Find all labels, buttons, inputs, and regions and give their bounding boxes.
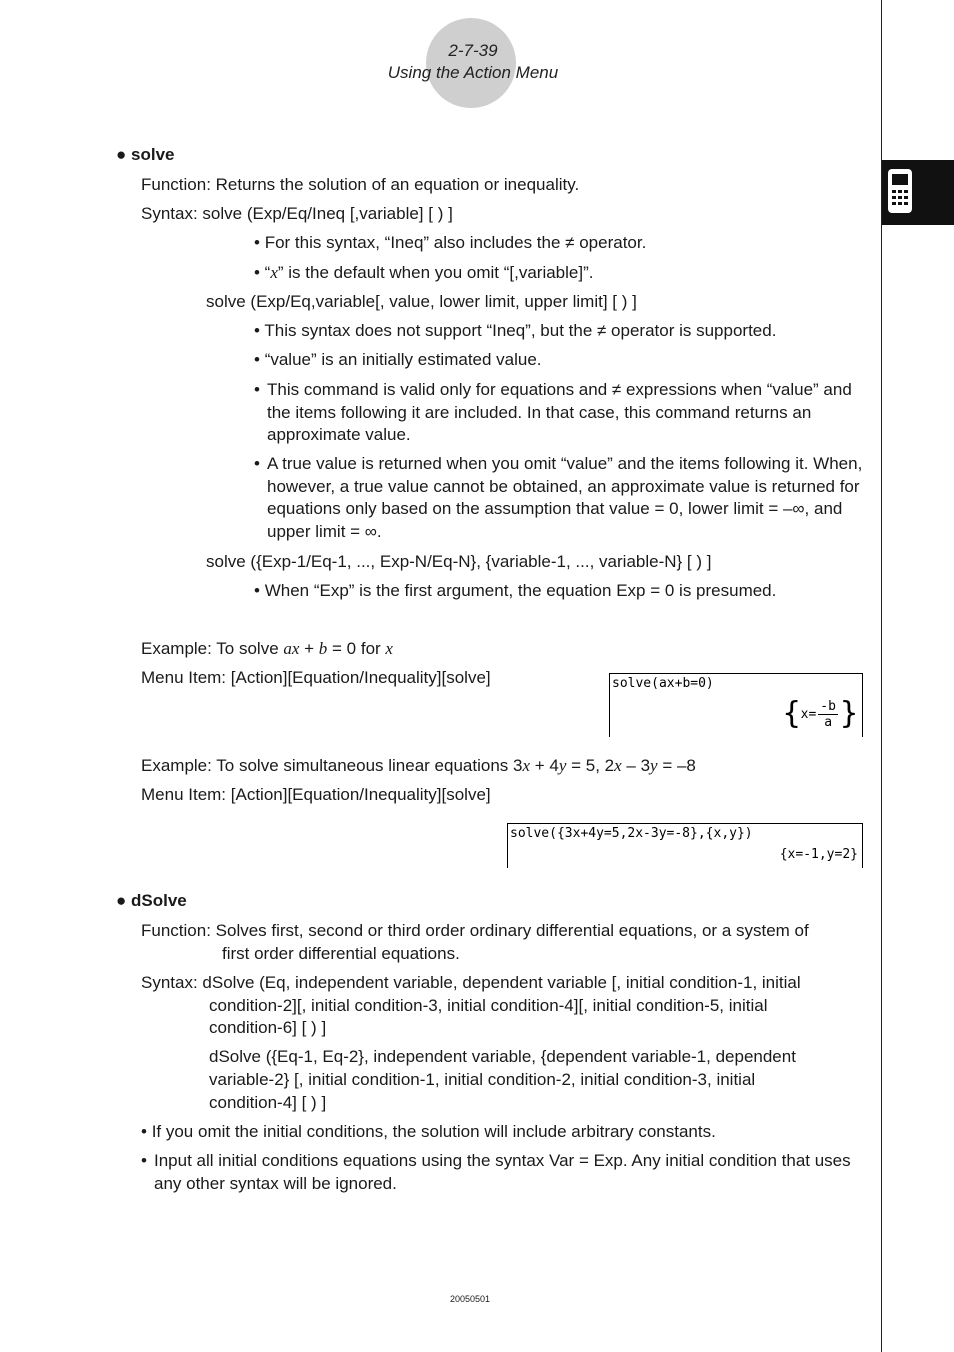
dsolve-note-1: • If you omit the initial conditions, the solution will include arbitrary constants.	[141, 1122, 716, 1141]
example1-screen-output: { x= $\frac{-b}{a}$ }	[782, 696, 858, 731]
dsolve-function-1: Function: Solves first, second or third order ordinary differential equations, or a system of	[141, 921, 809, 940]
example1-text: Example: To solve ax + b = 0 for x	[141, 639, 393, 658]
calculator-icon	[882, 160, 954, 225]
example1-screen-input: solve(ax+b=0)	[612, 676, 714, 691]
example2-screen-input: solve({3x+4y=5,2x-3y=-8},{x,y})	[510, 826, 753, 841]
dsolve-syntax2-line2: variable-2} [, initial condition-1, initial condition-2, initial condition-3, initial	[209, 1070, 756, 1089]
footer-code: 20050501	[449, 1294, 491, 1304]
dsolve-syntax2-line3: condition-4] [ ) ]	[209, 1093, 327, 1112]
dsolve-function-2: first order differential equations.	[222, 944, 460, 963]
dsolve-syntax2-line1: dSolve ({Eq-1, Eq-2}, independent variable, {dependent variable-1, dependent	[209, 1047, 796, 1066]
example2-calculator-screen	[507, 823, 863, 868]
solve-syntax2-note-2: • “value” is an initially estimated value.	[254, 350, 542, 369]
side-tab	[882, 160, 954, 225]
dsolve-heading: ● dSolve	[116, 891, 187, 910]
solve-syntax2-note-4: • A true value is returned when you omit “value” and the items following it. When, however, a true value cannot be obtained, an approximate value is returned for equations only based on the assumption that value = 0, lower limit = –∞, and upper limit = ∞.	[254, 454, 863, 541]
dsolve-syntax1-line3: condition-6] [ ) ]	[209, 1018, 327, 1037]
solve-syntax1-note-1: • For this syntax, “Ineq” also includes the ≠ operator.	[254, 233, 647, 252]
bullet-icon: ●	[116, 145, 127, 164]
solve-syntax1-note-2: • “x” is the default when you omit “[,variable]”.	[254, 263, 594, 282]
bullet-icon: ●	[116, 891, 127, 910]
solve-syntax-2: solve (Exp/Eq,variable[, value, lower limit, upper limit] [ ) ]	[206, 292, 637, 311]
example1-calculator-screen	[609, 673, 863, 737]
solve-syntax-1: Syntax: solve (Exp/Eq/Ineq [,variable] [ ) ]	[141, 204, 453, 223]
example1-menu: Menu Item: [Action][Equation/Inequality][solve]	[141, 668, 491, 687]
solve-syntax2-note-1: • This syntax does not support “Ineq”, but the ≠ operator is supported.	[254, 321, 777, 340]
solve-syntax-3: solve ({Exp-1/Eq-1, ..., Exp-N/Eq-N}, {variable-1, ..., variable-N} [ ) ]	[206, 552, 712, 571]
dsolve-syntax1-line1: Syntax: dSolve (Eq, independent variable, dependent variable [, initial condition-1, initial	[141, 973, 801, 992]
page-number: 2-7-39	[448, 41, 498, 60]
solve-heading: ● solve	[116, 145, 175, 164]
example2-screen-output: {x=-1,y=2}	[779, 847, 858, 862]
solve-syntax2-note-3: • This command is valid only for equations and ≠ expressions when “value” and the items following it are included. In that case, this command returns an approximate value.	[254, 380, 852, 444]
dsolve-syntax1-line2: condition-2][, initial condition-3, initial condition-4][, initial condition-5, initial	[209, 996, 768, 1015]
solve-function: Function: Returns the solution of an equation or inequality.	[141, 175, 580, 194]
section-title: Using the Action Menu	[387, 63, 559, 82]
dsolve-note-2: • Input all initial conditions equations using the syntax Var = Exp. Any initial condition that uses any other syntax will be ignored.	[141, 1151, 851, 1193]
example2-text: Example: To solve simultaneous linear equations 3x + 4y = 5, 2x – 3y = –8	[141, 756, 696, 775]
example2-menu: Menu Item: [Action][Equation/Inequality][solve]	[141, 785, 491, 804]
solve-syntax3-note-1: • When “Exp” is the first argument, the equation Exp = 0 is presumed.	[254, 581, 777, 600]
